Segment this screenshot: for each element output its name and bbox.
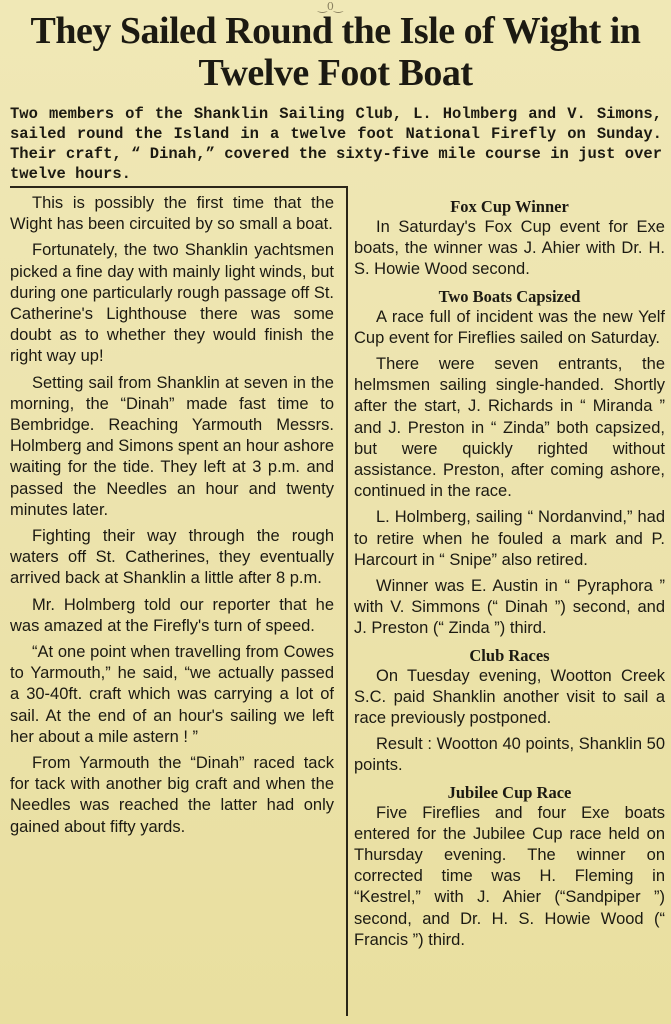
left-paragraph: Fortunately, the two Shanklin yachtsmen picked a fine day with mainly light winds, but during one particularly rough passage off St. Catherine's Lighthouse there was some doubt as to whether they would finish the right way up! bbox=[10, 241, 334, 366]
capsized-paragraph: A race full of incident was the new Yelf Cup event for Fireflies sailed on Saturday. bbox=[354, 307, 665, 347]
left-column bbox=[10, 193, 334, 843]
headline: They Sailed Round the Isle of Wight in Twelve Foot Boat bbox=[30, 10, 641, 94]
capsized-heading: Two Boats Capsized bbox=[438, 286, 581, 306]
left-paragraph: Setting sail from Shanklin at seven in the morning, the “Dinah” made fast time to Bembridge. Reaching Yarmouth Messrs. Holmberg and Simons spent an hour ashore waiting for the tide. They left at 3 p.m. and passed the Needles an hour and twenty minutes later. bbox=[10, 373, 334, 519]
capsized-paragraph: Winner was E. Austin in “ Pyraphora ” with V. Simmons (“ Dinah ”) second, and J. Preston (“ Zinda ”) third. bbox=[354, 577, 665, 638]
capsized-paragraph: There were seven entrants, the helmsmen sailing single-handed. Shortly after the start, J. Richards in “ Miranda ” and J. Preston in “ Zinda” both capsized, but were quickly righted without assistance. Preston, after coming ashore, continued in the race. bbox=[354, 355, 665, 501]
jubilee-cup-heading: Jubilee Cup Race bbox=[447, 782, 572, 802]
club-races-paragraph: On Tuesday evening, Wootton Creek S.C. paid Shanklin another visit to sail a race previously postponed. bbox=[354, 666, 665, 728]
fox-cup-paragraph: In Saturday's Fox Cup event for Exe boats, the winner was J. Ahier with Dr. H. S. Howie Wood second. bbox=[354, 218, 665, 279]
left-paragraph: From Yarmouth the “Dinah” raced tack for tack with another big craft and when the Needles was reached the latter had only gained about fifty yards. bbox=[10, 754, 334, 836]
left-paragraph: Mr. Holmberg told our reporter that he was amazed at the Firefly's turn of speed. bbox=[10, 595, 334, 635]
club-races-heading: Club Races bbox=[469, 645, 550, 665]
left-paragraph: “At one point when travelling from Cowes to Yarmouth,” he said, “we actually passed a 30-40ft. craft which was carrying a lot of sail. At the end of an hour's sailing we left her about a mile astern ! ” bbox=[10, 643, 334, 746]
intro-paragraph: Two members of the Shanklin Sailing Club, L. Holmberg and V. Simons, sailed round the Island in a twelve foot National Firefly on Sunday. Their craft, “ Dinah,” covered the sixty-five mile course in just over twelve hours. bbox=[10, 105, 662, 183]
left-paragraph: Fighting their way through the rough waters off St. Catherines, they eventually arrived back at Shanklin a little after 8 p.m. bbox=[10, 527, 334, 588]
club-races-result: Result : Wootton 40 points, Shanklin 50 points. bbox=[354, 735, 665, 775]
capsized-paragraph: L. Holmberg, sailing “ Nordanvind,” had to retire when he fouled a mark and P. Harcourt in “ Snipe” also retired. bbox=[354, 508, 665, 569]
right-column bbox=[354, 196, 665, 956]
column-divider bbox=[346, 186, 348, 1016]
intro-divider bbox=[10, 186, 348, 188]
fox-cup-heading: Fox Cup Winner bbox=[450, 197, 569, 216]
left-paragraph: This is possibly the first time that the Wight has been circuited by so small a boat. bbox=[10, 194, 334, 234]
top-mark: ‿0‿ bbox=[318, 0, 343, 13]
jubilee-cup-paragraph: Five Fireflies and four Exe boats entered for the Jubilee Cup race held on Thursday evening. The winner on corrected time was H. Fleming in “Kestrel,” with J. Ahier (“Sandpiper ”) second, and Dr. H. S. Howie Wood (“ Francis ”) third. bbox=[354, 803, 665, 949]
